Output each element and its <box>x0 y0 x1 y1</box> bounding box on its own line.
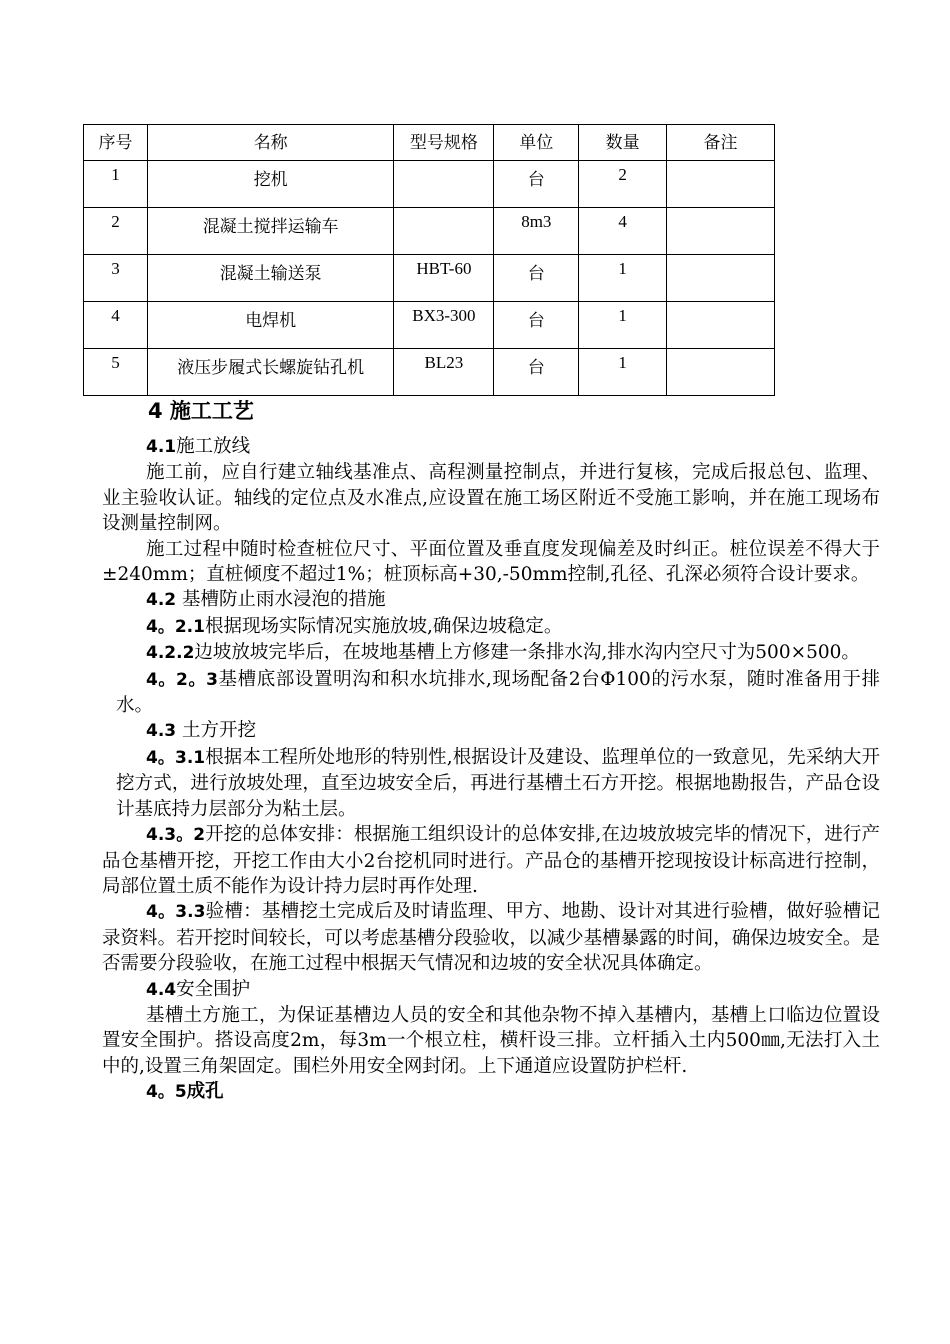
table-cell: 电焊机 <box>147 302 394 349</box>
table-cell: 液压步履式长螺旋钻孔机 <box>147 349 394 396</box>
table-cell: 1 <box>579 302 667 349</box>
subsection-title: 安全围护 <box>176 978 251 1000</box>
paragraph: 施工前，应自行建立轴线基准点、高程测量控制点，并进行复核，完成后报总包、监理、业主验收认证。轴线的定位点及水准点,应设置在施工场区附近不受施工影响，并在施工现场布设测量控制网。 <box>102 462 880 535</box>
subsection-title: 基槽防止雨水浸泡的措施 <box>176 589 386 611</box>
item-text: 基槽底部设置明沟和积水坑排水,现场配备2台Φ100的污水泵，随时准备用于排水。 <box>116 668 880 717</box>
table-cell: 台 <box>494 255 579 302</box>
table-cell: 5 <box>84 349 148 396</box>
table-cell: 台 <box>494 161 579 208</box>
item-4-3-2 <box>102 822 880 899</box>
table-cell: HBT-60 <box>394 255 494 302</box>
item-text: 开挖的总体安排：根据施工组织设计的总体安排,在边坡放坡完毕的情况下，进行产品仓基槽开挖，开挖工作由大小2台挖机同时进行。产品仓的基槽开挖现按设计标高进行控制，局部位置土质不能作为设计持力层时再作处理. <box>102 824 880 897</box>
item-text: 根据现场实际情况实施放坡,确保边坡稳定。 <box>204 615 563 637</box>
equipment-table <box>83 124 775 396</box>
table-cell: 4 <box>84 302 148 349</box>
table-cell: 2 <box>84 208 148 255</box>
table-row <box>84 349 775 396</box>
header-cell: 型号规格 <box>394 125 494 161</box>
subsection-heading-4-1 <box>146 434 880 460</box>
section-number: 4.4 <box>146 979 177 1000</box>
section-number: 4。5 <box>146 1082 187 1103</box>
paragraph: 施工过程中随时检查桩位尺寸、平面位置及垂直度发现偏差及时纠正。桩位误差不得大于±240mm；直桩倾度不超过1%；桩顶标高+30,-50mm控制,孔径、孔深必须符合设计要求。 <box>102 538 880 586</box>
paragraph: 基槽土方施工，为保证基槽边人员的安全和其他杂物不掉入基槽内，基槽上口临边位置设置安全围护。搭设高度2m，每3m一个根立柱，横杆设三排。立杆插入土内500㎜,无法打入土中的,设置三角架固定。围栏外用安全网封闭。上下通道应设置防护栏杆. <box>102 1004 880 1077</box>
table-header-row <box>84 125 775 161</box>
section-title: 4 施工工艺 <box>148 399 254 423</box>
header-cell: 名称 <box>147 125 394 161</box>
item-text: 根据本工程所处地形的特别性,根据设计及建设、监理单位的一致意见，先采纳大开挖方式，进行放坡处理，直至边坡安全后，再进行基槽土石方开挖。根据地勘报告，产品仓设计基底持力层部分为粘土层。 <box>116 746 880 820</box>
item-4-3-3 <box>102 899 880 976</box>
header-cell: 序号 <box>84 125 148 161</box>
subsection-heading-4-5 <box>146 1079 880 1105</box>
table-row <box>84 161 775 208</box>
table-cell: 台 <box>494 349 579 396</box>
table-cell <box>667 161 775 208</box>
table-cell: 2 <box>579 161 667 208</box>
table-cell: 台 <box>494 302 579 349</box>
table-cell: 1 <box>84 161 148 208</box>
section-number: 4.2.2 <box>146 643 195 664</box>
subsection-heading-4-2 <box>146 587 880 613</box>
item-text: 验槽：基槽挖土完成后及时请监理、甲方、地勘、设计对其进行验槽，做好验槽记录资料。若开挖时间较长，可以考虑基槽分段验收，以减少基槽暴露的时间，确保边坡安全。是否需要分段验收，在施工过程中根据天气情况和边坡的安全状况具体确定。 <box>102 901 880 975</box>
table-cell: 混凝土搅拌运输车 <box>147 208 394 255</box>
table-cell: 4 <box>579 208 667 255</box>
header-cell: 备注 <box>667 125 775 161</box>
table-row <box>84 208 775 255</box>
table-cell <box>667 208 775 255</box>
item-4-2-3 <box>116 667 880 719</box>
section-number: 4。3.1 <box>146 747 206 768</box>
table-cell: BX3-300 <box>394 302 494 349</box>
item-4-2-1 <box>146 614 880 640</box>
table-cell <box>667 349 775 396</box>
section-number: 4.1 <box>146 437 177 457</box>
header-cell: 单位 <box>494 125 579 161</box>
subsection-title: 土方开挖 <box>176 720 257 742</box>
table-cell: BL23 <box>394 349 494 396</box>
subsection-title: 施工放线 <box>176 436 251 457</box>
table-cell: 1 <box>579 255 667 302</box>
item-text: 边坡放坡完毕后，在坡地基槽上方修建一条排水沟,排水沟内空尺寸为500×500。 <box>194 642 860 664</box>
item-4-2-2 <box>116 640 880 666</box>
table-cell: 混凝土输送泵 <box>147 255 394 302</box>
section-number: 4.3。2 <box>146 825 206 846</box>
section-number: 4。3.3 <box>146 902 206 923</box>
table-cell: 1 <box>579 349 667 396</box>
table-row <box>84 255 775 302</box>
item-4-3-1 <box>116 745 880 822</box>
table-row <box>84 302 775 349</box>
table-cell <box>394 208 494 255</box>
table-cell: 3 <box>84 255 148 302</box>
table-cell <box>667 255 775 302</box>
table-cell <box>394 161 494 208</box>
section-number: 4。2。3 <box>146 669 218 690</box>
subsection-heading-4-4 <box>146 977 880 1003</box>
section-body <box>102 396 880 1106</box>
table-cell: 8m3 <box>494 208 579 255</box>
table-cell <box>667 302 775 349</box>
table-cell: 挖机 <box>147 161 394 208</box>
section-number: 4.3 <box>146 721 177 742</box>
header-cell: 数量 <box>579 125 667 161</box>
section-number: 4。2.1 <box>146 616 205 637</box>
subsection-title: 成孔 <box>186 1081 224 1103</box>
subsection-heading-4-3 <box>146 718 880 744</box>
section-number: 4.2 <box>146 590 177 611</box>
